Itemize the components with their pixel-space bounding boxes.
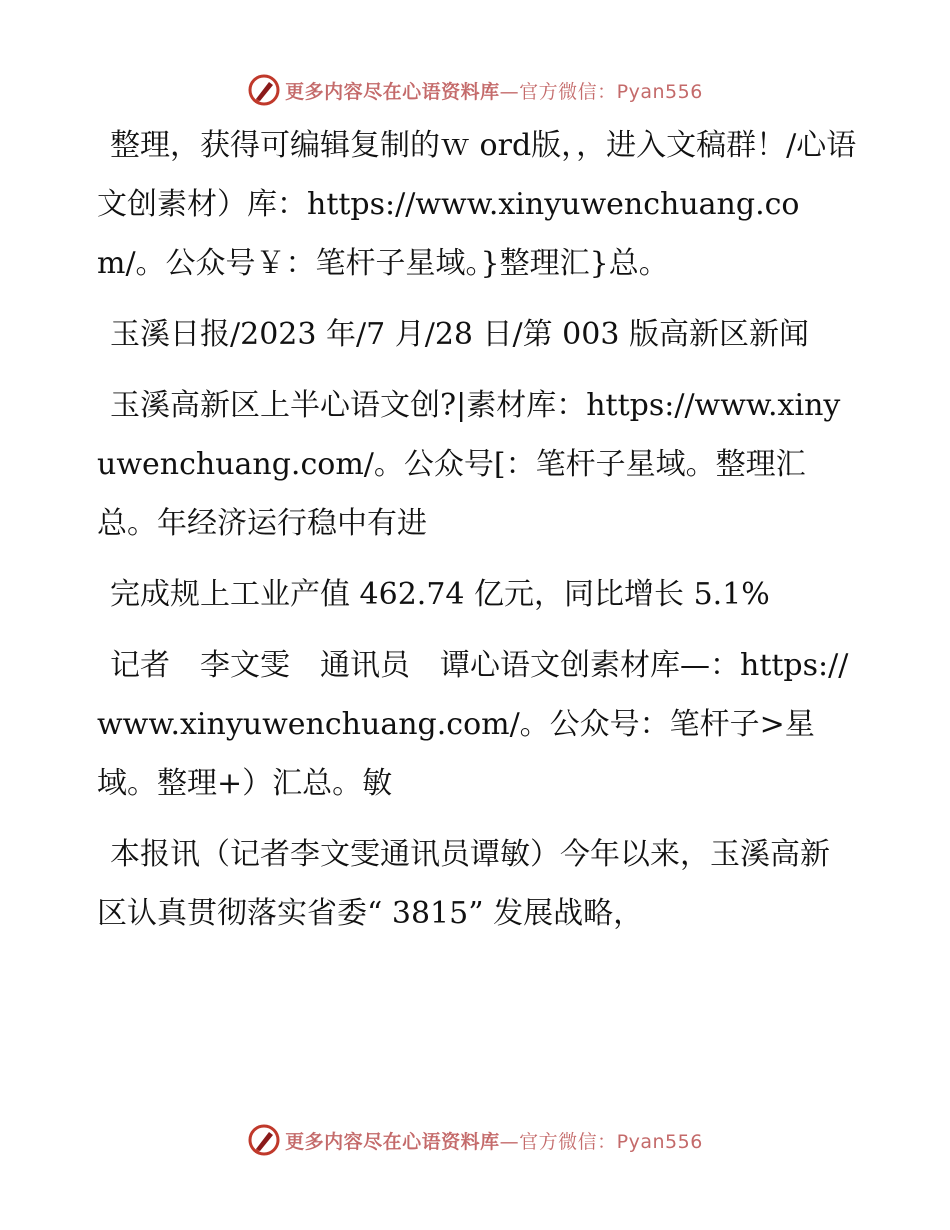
watermark-text [285,77,703,104]
paragraph-source: 玉溪日报/2023 年/7 月/28 日/第 003 版高新区新闻 [110,317,809,352]
watermark-header [0,70,950,110]
watermark-text [285,1127,703,1154]
paragraph-body: 本报讯（记者李文雯通讯员谭敏）今年以来，玉溪高新区认真贯彻落实省委“ 3815” 发展战略， [97,837,830,931]
watermark-site-text: 更多内容尽在心语资料库 [285,1130,500,1153]
watermark-site-text: 更多内容尽在心语资料库 [285,80,500,103]
document-body [97,116,857,955]
pen-circle-icon [247,73,281,107]
watermark-footer [0,1120,950,1160]
paragraph-intro: 整理，获得可编辑复制的ｗ ord版，，进入文稿群！/心语文创素材）库：https://www.xinyuwenchuang.com/。公众号￥：笔杆子星域。}整理汇}总。 [97,128,857,281]
watermark-wechat-text: —官方微信：Pyan556 [499,80,703,103]
paragraph-headline: 玉溪高新区上半心语文创?|素材库：https://www.xinyuwenchuang.com/。公众号[：笔杆子星域。整理汇总。年经济运行稳中有进 [97,388,841,541]
watermark-wechat-text: —官方微信：Pyan556 [499,1130,703,1153]
paragraph-byline: 记者 李文雯 通讯员 谭心语文创素材库—：https://www.xinyuwenchuang.com/。公众号：笔杆子>星域。整理+）汇总。敏 [97,648,849,801]
paragraph-subheadline: 完成规上工业产值 462.74 亿元，同比增长 5.1% [110,577,770,612]
pen-circle-icon [247,1123,281,1157]
